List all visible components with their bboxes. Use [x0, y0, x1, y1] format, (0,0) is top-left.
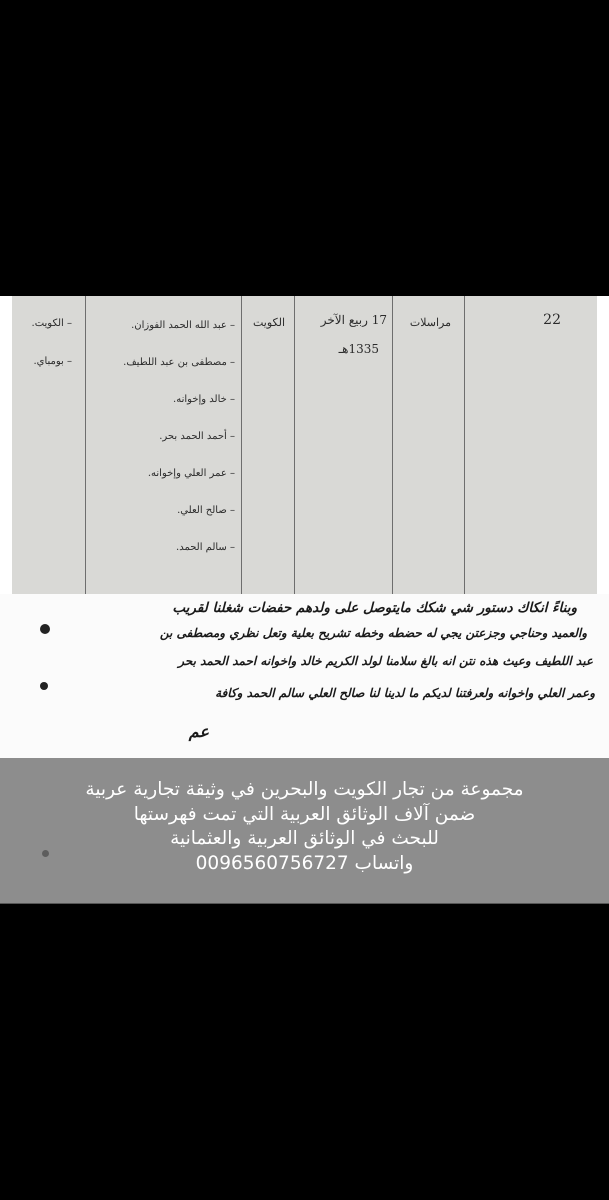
caption-line: مجموعة من تجار الكويت والبحرين في وثيقة تجارية عربية [85, 779, 524, 800]
destination-name: – الكويت. [31, 318, 72, 329]
sender-name: – عبد الله الحمد الفوزان. [131, 320, 235, 331]
destinations-list [32, 318, 72, 394]
ink-blot [40, 624, 50, 634]
sender-name: – مصطفى بن عبد اللطيف. [123, 357, 235, 368]
caption-line: للبحث في الوثائق العربية والعثمانية [170, 828, 439, 849]
caption-contact-line: واتساب 0096560756727 [195, 852, 414, 874]
date-hijri-day: 17 ربيع الآخر [320, 313, 387, 327]
sender-name: – عمر العلي وإخوانه. [147, 468, 235, 479]
sender-name: – صالح العلي. [177, 505, 235, 516]
destination-name: – بومباي. [33, 356, 72, 367]
handwritten-line: وعمر العلي واخوانه ولعرفتنا لديكم ما لدينا لنا صالح العلي سالم الحمد وكافة [215, 686, 595, 700]
handwritten-line: عم [188, 722, 209, 741]
row-number: 22 [543, 312, 561, 328]
caption-overlay [0, 758, 609, 904]
table-divider [241, 296, 242, 594]
senders-list [123, 320, 235, 579]
caption-line: ضمن آلاف الوثائق العربية التي تمت فهرستها [133, 803, 476, 825]
sender-name: – خالد وإخوانه. [173, 394, 235, 405]
handwritten-line: وبناءً انكاك دستور شي شكك مايتوصل على ولدهم حفضات شغلنا لقريب [172, 600, 577, 616]
document-type: مراسلات [409, 316, 451, 329]
handwritten-line: عبد اللطيف وعيث هذه نتن انه بالغ سلامنا لولد الكريم خالد واخوانه احمد الحمد بحر [178, 654, 593, 668]
table-divider [464, 296, 465, 594]
ink-blot [40, 682, 48, 690]
sender-name: – سالم الحمد. [176, 542, 235, 553]
sender-name: – أحمد الحمد بحر. [159, 431, 235, 442]
place-of-origin: الكويت [252, 316, 285, 329]
handwritten-line: والعميد وحناجي وجزعتن يجي له حضطه وخطه تشريح بعلية وتعل نظري ومصطفى بن [159, 626, 587, 640]
table-divider [392, 296, 393, 594]
table-divider [85, 296, 86, 594]
date-hijri-year: 1335هـ [338, 342, 379, 356]
table-divider [294, 296, 295, 594]
index-table-scan [12, 296, 597, 594]
